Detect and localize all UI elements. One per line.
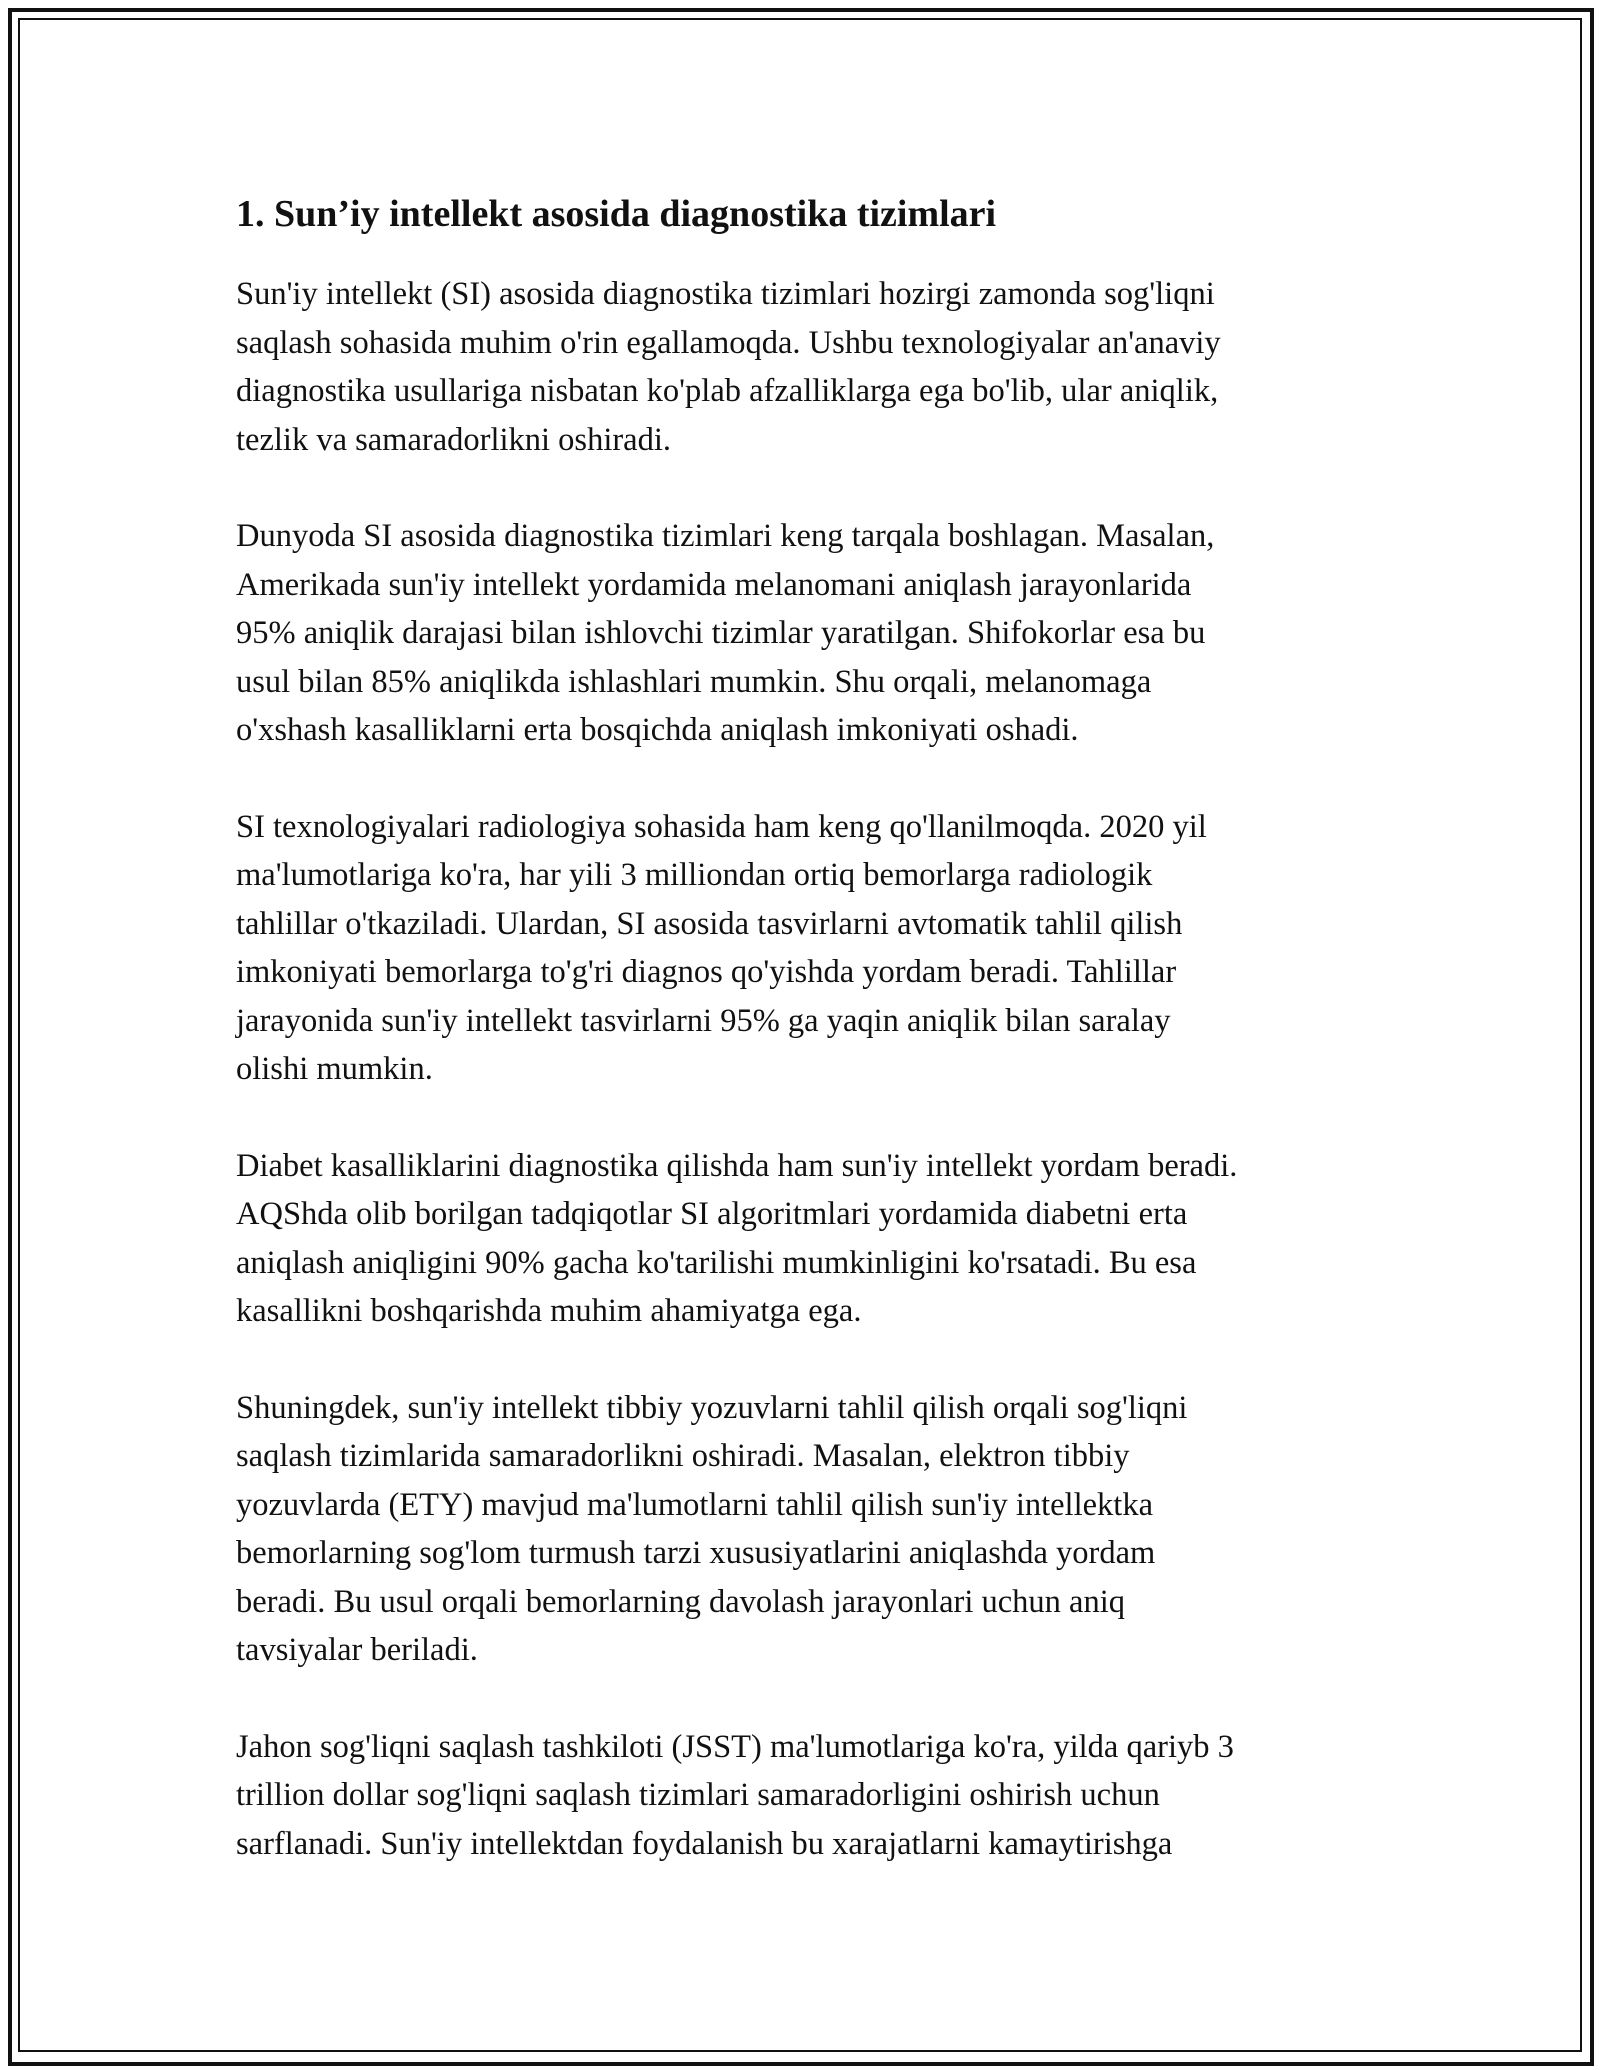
paragraph-intro xyxy=(236,270,1376,464)
text-line: kasallikni boshqarishda muhim ahamiyatga ega. xyxy=(236,1293,862,1329)
text-line: saqlash tizimlarida samaradorlikni oshiradi. Masalan, elektron tibbiy xyxy=(236,1438,1130,1474)
paragraph-medical-records xyxy=(236,1384,1376,1675)
text-line: yozuvlarda (ETY) mavjud ma'lumotlarni tahlil qilish sun'iy intellektka xyxy=(236,1486,1153,1523)
text-line: imkoniyati bemorlarga to'g'ri diagnos qo'yishda yordam beradi. Tahlillar xyxy=(236,954,1177,990)
text-line: Dunyoda SI asosida diagnostika tizimlari keng tarqala boshlagan. Masalan, xyxy=(236,518,1215,554)
text-line: Jahon sog'liqni saqlash tashkiloti (JSST) ma'lumotlariga ko'ra, yilda qariyb 3 xyxy=(236,1728,1234,1765)
text-line: beradi. Bu usul orqali bemorlarning davolash jarayonlari uchun aniq xyxy=(236,1583,1125,1620)
text-line: tavsiyalar beriladi. xyxy=(236,1632,478,1668)
text-line: Sun'iy intellekt (SI) asosida diagnostika tizimlari hozirgi zamonda sog'liqni xyxy=(236,276,1215,312)
text-line: bemorlarning sog'lom turmush tarzi xususiyatlarini aniqlashda yordam xyxy=(236,1535,1156,1571)
text-line: trillion dollar sog'liqni saqlash tizimlari samaradorligini oshirish uchun xyxy=(236,1777,1160,1813)
text-line: olishi mumkin. xyxy=(236,1051,433,1087)
text-line: Shuningdek, sun'iy intellekt tibbiy yozuvlarni tahlil qilish orqali sog'liqni xyxy=(236,1389,1188,1426)
text-line: SI texnologiyalari radiologiya sohasida ham keng qo'llanilmoqda. 2020 yil xyxy=(236,808,1207,845)
text-line: tezlik va samaradorlikni oshiradi. xyxy=(236,421,672,458)
text-line: tahlillar o'tkaziladi. Ulardan, SI asosida tasvirlarni avtomatik tahlil qilish xyxy=(236,905,1183,942)
paragraph-radiology xyxy=(236,803,1376,1094)
text-line: usul bilan 85% aniqlikda ishlashlari mumkin. Shu orqali, melanomaga xyxy=(236,663,1152,700)
text-line: 95% aniqlik darajasi bilan ishlovchi tizimlar yaratilgan. Shifokorlar esa bu xyxy=(236,615,1206,651)
section-heading: 1. Sun’iy intellekt asosida diagnostika tizimlari xyxy=(236,193,997,235)
document-body xyxy=(236,186,1376,1916)
text-line: aniqlash aniqligini 90% gacha ko'tarilishi mumkinligini ko'rsatadi. Bu esa xyxy=(236,1244,1197,1281)
text-line: AQShda olib borilgan tadqiqotlar SI algoritmlari yordamida diabetni erta xyxy=(236,1196,1188,1232)
text-line: ma'lumotlariga ko'ra, har yili 3 milliondan ortiq bemorlarga radiologik xyxy=(236,857,1153,893)
text-line: diagnostika usullariga nisbatan ko'plab afzalliklarga ega bo'lib, ular aniqlik, xyxy=(236,373,1219,409)
paragraph-who-costs xyxy=(236,1723,1376,1869)
text-line: Diabet kasalliklarini diagnostika qilishda ham sun'iy intellekt yordam beradi. xyxy=(236,1147,1238,1184)
text-line: o'xshash kasalliklarni erta bosqichda aniqlash imkoniyati oshadi. xyxy=(236,712,1079,748)
paragraph-melanoma xyxy=(236,512,1376,755)
text-line: Amerikada sun'iy intellekt yordamida melanomani aniqlash jarayonlarida xyxy=(236,566,1192,603)
text-line: sarflanadi. Sun'iy intellektdan foydalanish bu xarajatlarni kamaytirishga xyxy=(236,1825,1173,1862)
text-line: jarayonida sun'iy intellekt tasvirlarni 95% ga yaqin aniqlik bilan saralay xyxy=(236,1002,1171,1039)
paragraph-diabetes xyxy=(236,1142,1376,1336)
text-line: saqlash sohasida muhim o'rin egallamoqda. Ushbu texnologiyalar an'anaviy xyxy=(236,324,1221,361)
